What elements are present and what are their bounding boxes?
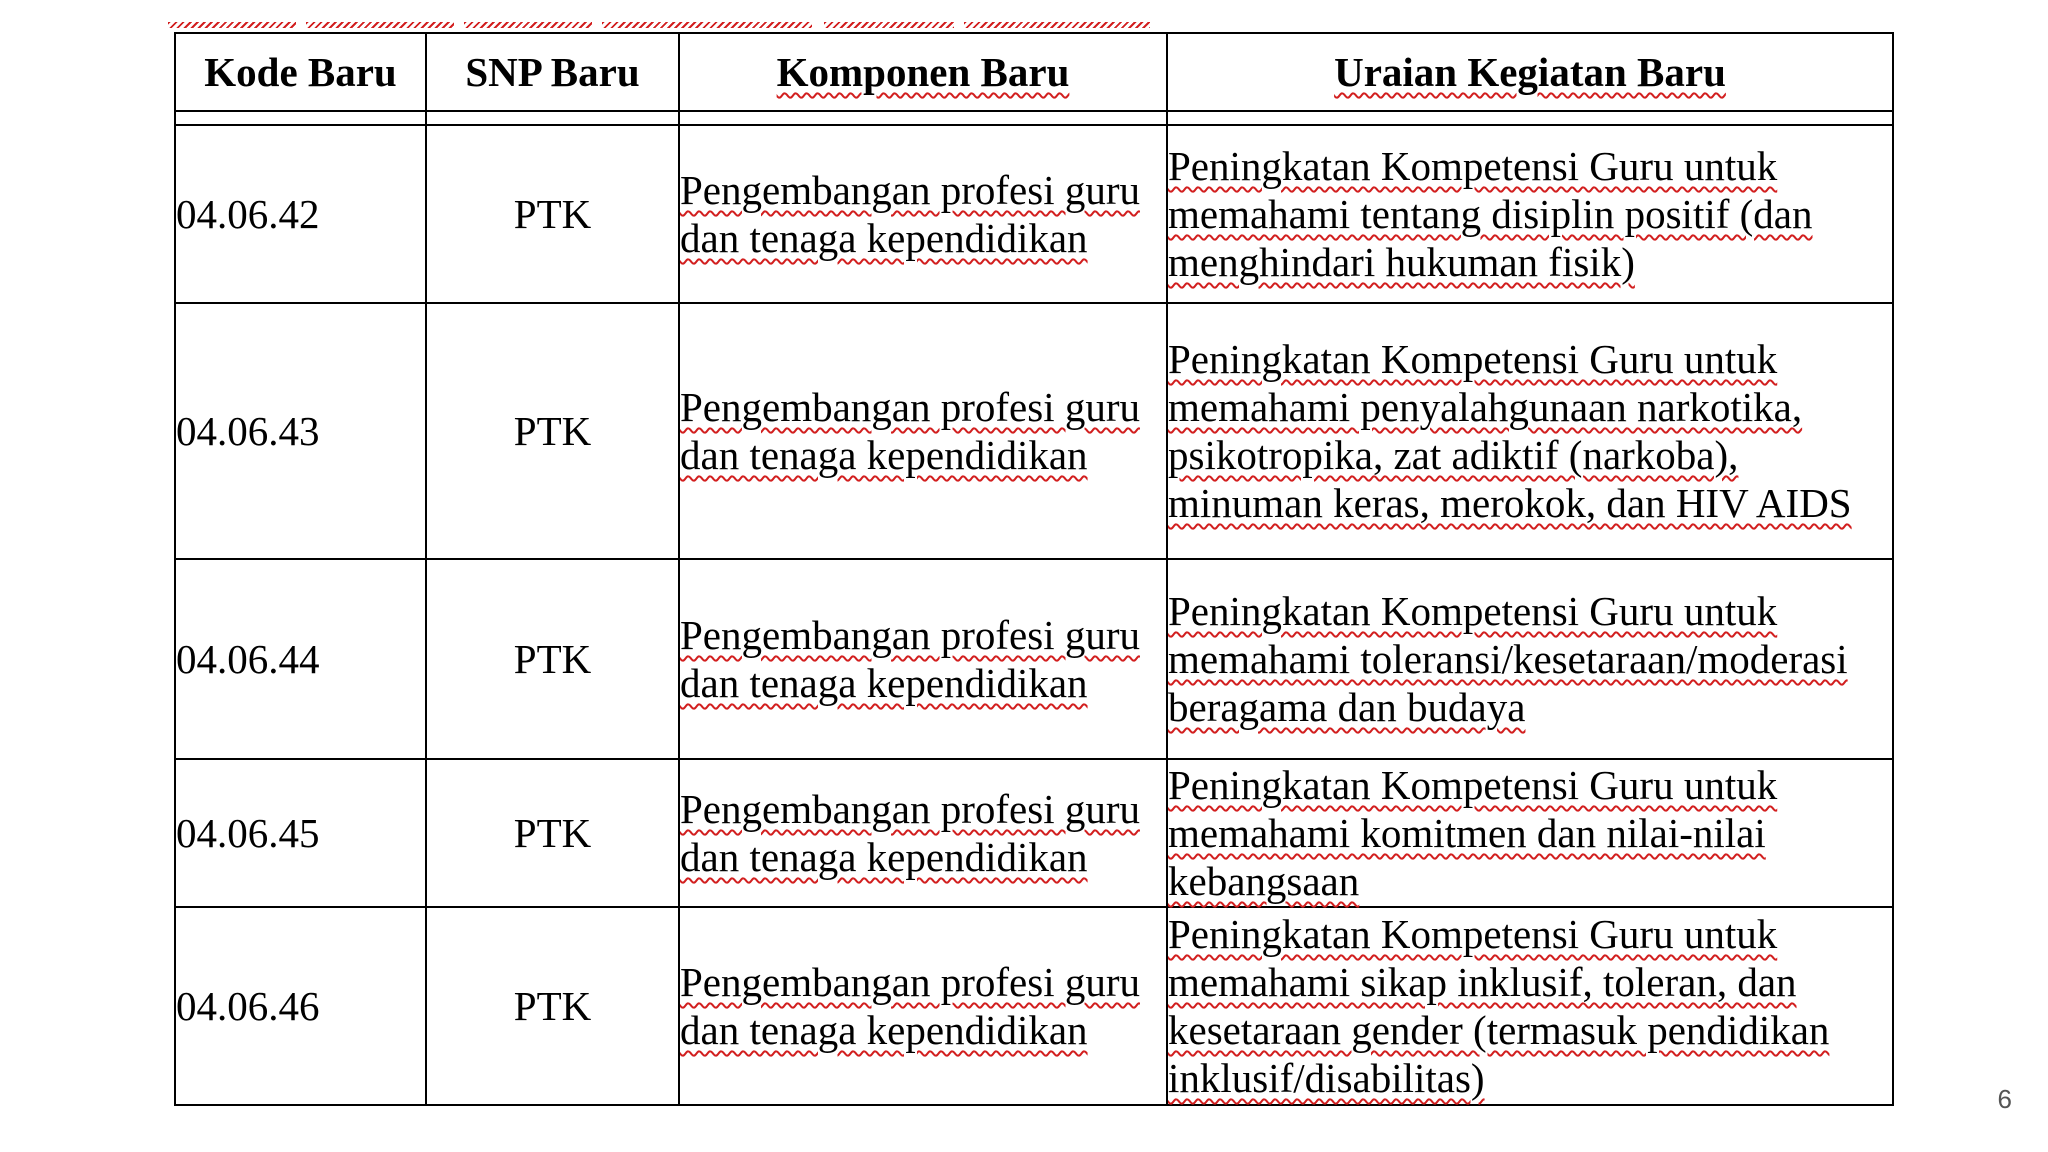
cell-uraian: Peningkatan Kompetensi Guru untuk memahami komitmen dan nilai-nilai kebangsaan [1167,759,1893,907]
cell-kode: 04.06.45 [175,759,426,907]
table-row [175,303,1893,559]
cell-kode: 04.06.42 [175,125,426,303]
cell-snp: PTK [426,303,679,559]
table-row [175,907,1893,1105]
cell-komponen: Pengembangan profesi guru dan tenaga kependidikan [679,303,1167,559]
cell-uraian: Peningkatan Kompetensi Guru untuk memahami tentang disiplin positif (dan menghindari hukuman fisik) [1167,125,1893,303]
cell-kode: 04.06.43 [175,303,426,559]
cell-snp: PTK [426,559,679,759]
table-row [175,759,1893,907]
cropped-text-fragment [168,22,1218,30]
header-kode: Kode Baru [175,33,426,111]
header-uraian: Uraian Kegiatan Baru [1167,33,1893,111]
header-snp: SNP Baru [426,33,679,111]
cell-uraian: Peningkatan Kompetensi Guru untuk memahami sikap inklusif, toleran, dan kesetaraan gender (termasuk pendidikan inklusif/disabilitas) [1167,907,1893,1105]
cell-snp: PTK [426,759,679,907]
table-header-row [175,33,1893,111]
activity-code-table [174,32,1894,1106]
table-row [175,125,1893,303]
cell-komponen: Pengembangan profesi guru dan tenaga kependidikan [679,759,1167,907]
cell-snp: PTK [426,907,679,1105]
cell-kode: 04.06.44 [175,559,426,759]
cell-komponen: Pengembangan profesi guru dan tenaga kependidikan [679,559,1167,759]
cell-uraian: Peningkatan Kompetensi Guru untuk memahami penyalahgunaan narkotika, psikotropika, zat adiktif (narkoba), minuman keras, merokok, dan HIV AIDS [1167,303,1893,559]
cell-uraian: Peningkatan Kompetensi Guru untuk memahami toleransi/kesetaraan/moderasi beragama dan budaya [1167,559,1893,759]
table-row [175,559,1893,759]
cell-snp: PTK [426,125,679,303]
header-komponen: Komponen Baru [679,33,1167,111]
page-number: 6 [1997,1084,2012,1114]
header-spacer-row [175,111,1893,125]
cell-komponen: Pengembangan profesi guru dan tenaga kependidikan [679,907,1167,1105]
cell-komponen: Pengembangan profesi guru dan tenaga kependidikan [679,125,1167,303]
cell-kode: 04.06.46 [175,907,426,1105]
